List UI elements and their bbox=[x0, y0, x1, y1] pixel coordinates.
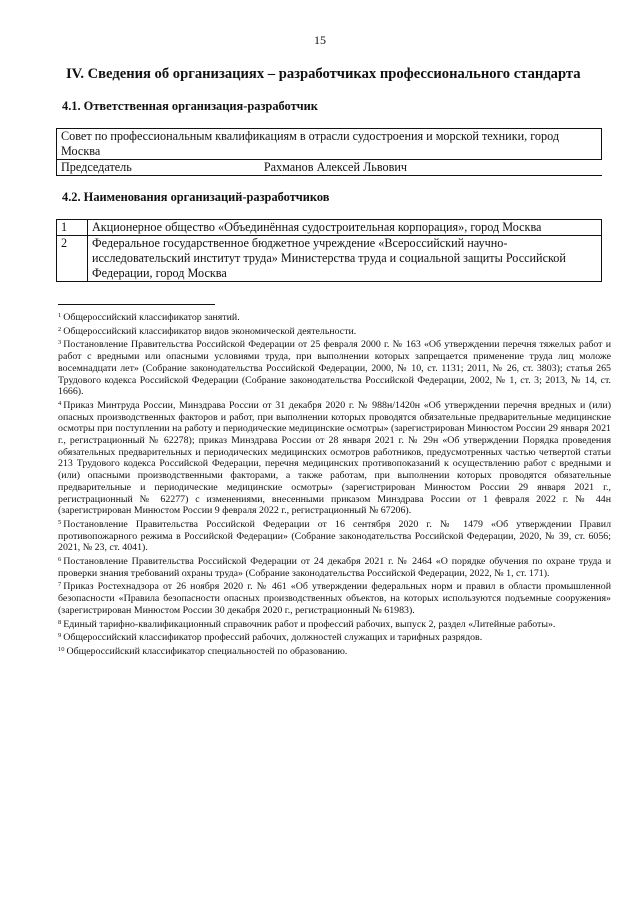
footnote-divider bbox=[58, 304, 215, 305]
footnote bbox=[58, 617, 611, 631]
footnote bbox=[58, 554, 611, 579]
footnote bbox=[58, 337, 611, 398]
responsible-org-heading: 4.1. Ответственная организация-разработчик bbox=[62, 99, 318, 113]
developer-org-name: Федеральное государственное бюджетное учреждение «Всероссийский научно-исследовательский институт труда» Министерства труда и социальной защиты Российской Федерации, город Москва bbox=[88, 236, 602, 282]
developer-org-name: Акционерное общество «Объединённая судостроительная корпорация», город Москва bbox=[88, 220, 602, 236]
footnote bbox=[58, 324, 611, 338]
developers-table bbox=[56, 219, 602, 282]
footnote bbox=[58, 310, 611, 324]
footnote-text: Единый тарифно-квалификационный справочник работ и профессий рабочих, выпуск 2, раздел «Литейные работы». bbox=[63, 618, 556, 630]
footnote-mark: 5 bbox=[58, 518, 62, 526]
footnote-text: Постановление Правительства Российской Федерации от 16 сентября 2020 г. № 1479 «Об утверждении Правил противопожарного режима в Российской Федерации» (Собрание законодательства Российской Федерации, 2020, № 39, ст. 6056; 2021, № 23, ст. 4041). bbox=[58, 518, 611, 554]
table-row bbox=[57, 220, 602, 236]
footnote-text: Приказ Ростехнадзора от 26 ноября 2020 г. № 461 «Об утверждении федеральных норм и правил в области промышленной безопасности «Правила безопасности опасных производственных объектов, на которых используются подъемные сооружения» (зарегистрирован Минюстом России 30 декабря 2020 г., регистрационный № 61983). bbox=[58, 581, 611, 616]
footnote-mark: 1 bbox=[58, 312, 62, 319]
table-row bbox=[57, 160, 602, 176]
footnote bbox=[58, 579, 611, 616]
footnote-mark: 2 bbox=[58, 325, 62, 333]
footnote-text: Постановление Правительства Российской Федерации от 25 февраля 2000 г. № 163 «Об утверждении перечня тяжелых работ и работ с вредными или опасными условиями труда, при выполнении которых запрещается применение труда лиц моложе восемнадцати лет» (Собрание законодательства Российской Федерации, 2000, № 10, ст. 1131; 2011, № 26, ст. 3803); статья 265 Трудового кодекса Российской Федерации (Собрание законодательства Российской Федерации, 2002, № 1, ст. 3; 2013, № 14, ст. 1666). bbox=[58, 339, 611, 398]
footnote-text: Постановление Правительства Российской Федерации от 24 декабря 2021 г. № 2464 «О порядке обучения по охране труда и проверки знания требований охраны труда» (Собрание законодательства Российской Федерации, 2022, № 1, ст. 171). bbox=[58, 556, 611, 579]
page-number: 15 bbox=[314, 33, 326, 47]
footnote-text: Общероссийский классификатор профессий рабочих, должностей служащих и тарифных разрядов. bbox=[63, 632, 483, 644]
table-row bbox=[57, 236, 602, 282]
footnote-mark: 10 bbox=[58, 645, 65, 653]
footnote-mark: 7 bbox=[58, 581, 62, 589]
footnote-text: Общероссийский классификатор занятий. bbox=[63, 312, 240, 323]
chair-name: Рахманов Алексей Львович bbox=[263, 160, 408, 174]
footnote-text: Общероссийский классификатор специальностей по образованию. bbox=[66, 645, 348, 657]
table-row bbox=[57, 129, 602, 160]
footnote bbox=[58, 644, 611, 658]
developers-heading: 4.2. Наименования организаций-разработчиков bbox=[62, 190, 330, 204]
row-number: 1 bbox=[57, 220, 88, 236]
footnotes bbox=[58, 310, 611, 658]
footnote-mark: 9 bbox=[58, 632, 62, 640]
footnote-text: Общероссийский классификатор видов экономической деятельности. bbox=[63, 325, 357, 337]
responsible-org-table bbox=[56, 128, 602, 176]
footnote-mark: 3 bbox=[58, 339, 62, 347]
footnote bbox=[58, 517, 611, 554]
row-number: 2 bbox=[57, 236, 88, 282]
footnote bbox=[58, 398, 611, 517]
footnote-mark: 4 bbox=[58, 399, 62, 407]
section-title: IV. Сведения об организациях – разработчиках профессионального стандарта bbox=[66, 66, 581, 82]
responsible-org-name: Совет по профессиональным квалификациям в отрасли судостроения и морской техники, город Москва bbox=[57, 129, 602, 160]
footnote-text: Приказ Минтруда России, Минздрава России от 31 декабря 2020 г. № 988н/1420н «Об утверждении перечня вредных и (или) опасных производственных факторов и работ, при выполнении которых проводятся обязательные предварительные медицинские осмотры при поступлении на работу и периодические медицинские осмотры» (зарегистрирован Минюстом России 29 января 2021 г., регистрационный № 62278); приказ Минздрава России от 28 января 2021 г. № 29н «Об утверждении Порядка проведения обязательных предварительных и периодических медицинских осмотров работников, предусмотренных частью четвертой статьи 213 Трудового кодекса Российской Федерации, перечня медицинских противопоказаний к осуществлению работ с вредными и (или) опасными производственными факторами, а также работам, при выполнении которых проводятся обязательные предварительные и периодические медицинские осмотры» (зарегистрирован Минюстом России 29 января 2021 г., регистрационный № 62277) с изменениями, внесенными приказом Минздрава России от 1 февраля 2022 г. № 44н (зарегистрирован Минюстом России 9 февраля 2022 г., регистрационный № 67206). bbox=[58, 399, 611, 517]
chair-cell bbox=[57, 160, 602, 176]
footnote-mark: 6 bbox=[58, 556, 62, 564]
footnote-mark: 8 bbox=[58, 618, 62, 626]
footnote bbox=[58, 630, 611, 644]
chair-label: Председатель bbox=[61, 160, 132, 174]
